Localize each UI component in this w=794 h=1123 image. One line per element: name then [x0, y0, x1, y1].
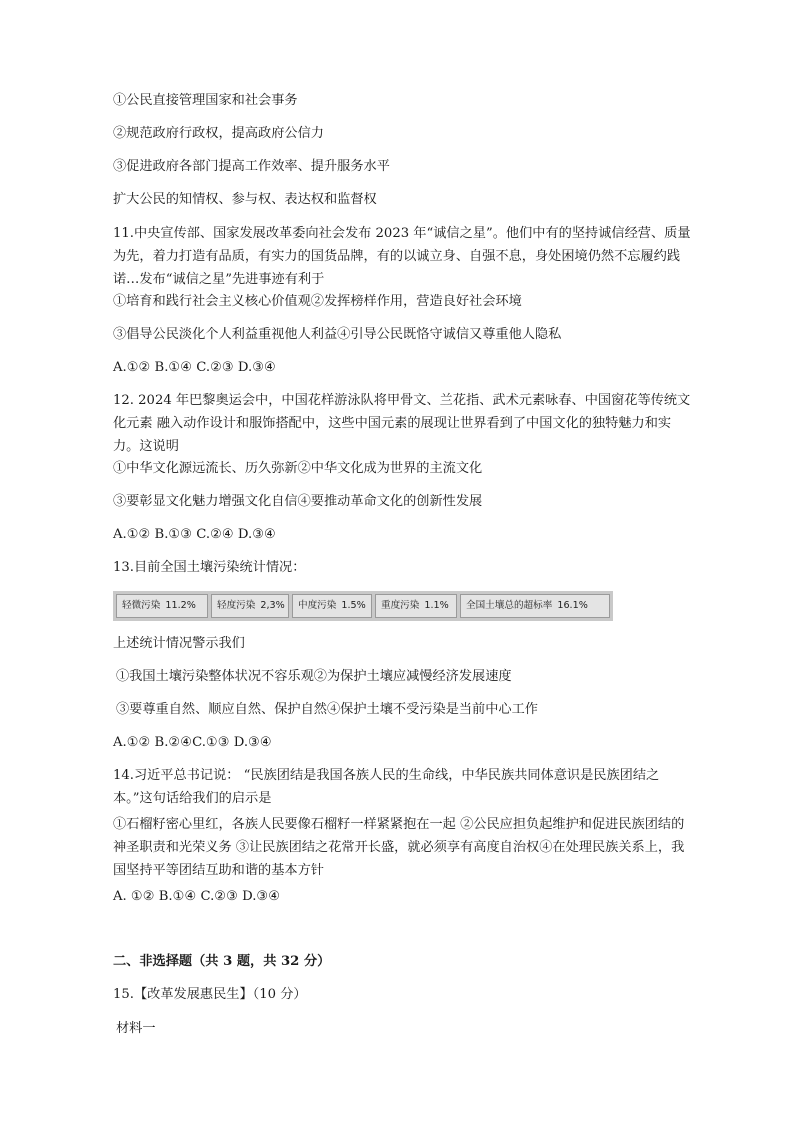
q12-option-2: ③要彰显文化魅力增强文化自信④要推动革命文化的创新性发展 [113, 494, 483, 509]
q11-option-2: ③倡导公民淡化个人利益重视他人利益④引导公民既恪守诚信又尊重他人隐私 [113, 327, 562, 342]
q13-choices: A.①② B.②④C.①③ D.③④ [113, 735, 272, 750]
q12-option-1: ①中华文化源远流长、历久弥新②中华文化成为世界的主流文化 [113, 461, 483, 476]
q13-after-text: 上述统计情况警示我们 [113, 636, 245, 651]
section-2-title: 二、非选择题（共 3 题，共 32 分） [113, 954, 331, 969]
q11-option-1: ①培育和践行社会主义核心价值观②发挥榜样作用，营造良好社会环境 [113, 294, 522, 309]
q13-stem: 13.目前全国土壤污染统计情况： [113, 560, 306, 575]
q13-option-1: ①我国土壤污染整体状况不容乐观②为保护土壤应减慢经济发展速度 [116, 669, 512, 684]
table-cell: 全国土壤总的超标率 16.1% [460, 594, 610, 618]
option-line-2: ②规范政府行政权，提高政府公信力 [113, 126, 324, 141]
q13-option-2: ③要尊重自然、顺应自然、保护自然④保护土壤不受污染是当前中心工作 [116, 702, 538, 717]
table-cell: 轻度污染 2,3% [211, 594, 289, 618]
q15-title: 15.【改革发展惠民生】（10 分） [113, 987, 307, 1002]
option-line-1: ①公民直接管理国家和社会事务 [113, 93, 298, 108]
q12-stem: 12. 2024 年巴黎奥运会中，中国花样游泳队将甲骨文、兰花指、武术元素咏春、中国窗花等传统文化元素 融入动作设计和服饰搭配中，这些中国元素的展现让世界看到了中国文化的独特魅力和实力。这说明 [113, 393, 691, 454]
option-line-3: ③促进政府各部门提高工作效率、提升服务水平 [113, 159, 390, 174]
table-cell: 重度污染 1.1% [375, 594, 457, 618]
option-line-4: 扩大公民的知情权、参与权、表达权和监督权 [113, 192, 377, 207]
table-cell: 中度污染 1.5% [292, 594, 372, 618]
q14-choices: A. ①② B.①④ C.②③ D.③④ [113, 889, 281, 904]
q12-choices: A.①② B.①③ C.②④ D.③④ [113, 527, 276, 542]
material-1-label: 材料一 [116, 1021, 156, 1036]
soil-pollution-table [113, 591, 613, 621]
q14-options: ①石榴籽密心里红，各族人民要像石榴籽一样紧紧抱在一起 ②公民应担负起维护和促进民族团结的神圣职责和光荣义务 ③让民族团结之花常开长盛，就必须享有高度自治权④在处理民族关系上，我国坚持平等团结互助和谐的基本方针 [113, 817, 685, 878]
q11-stem: 11.中央宣传部、国家发展改革委向社会发布 2023 年“诚信之星”。他们中有的坚持诚信经营、质量为先，着力打造有品质，有实力的国货品牌，有的以诚立身、自强不息，身处困境仍然不忘履约践诺…发布“诚信之星”先进事迹有利于 [113, 226, 691, 287]
q11-choices: A.①② B.①④ C.②③ D.③④ [113, 360, 276, 375]
table-cell: 轻微污染 11.2% [116, 594, 208, 618]
q14-stem: 14.习近平总书记说： “民族团结是我国各族人民的生命线，中华民族共同体意识是民族团结之本。”这句话给我们的启示是 [113, 768, 660, 806]
